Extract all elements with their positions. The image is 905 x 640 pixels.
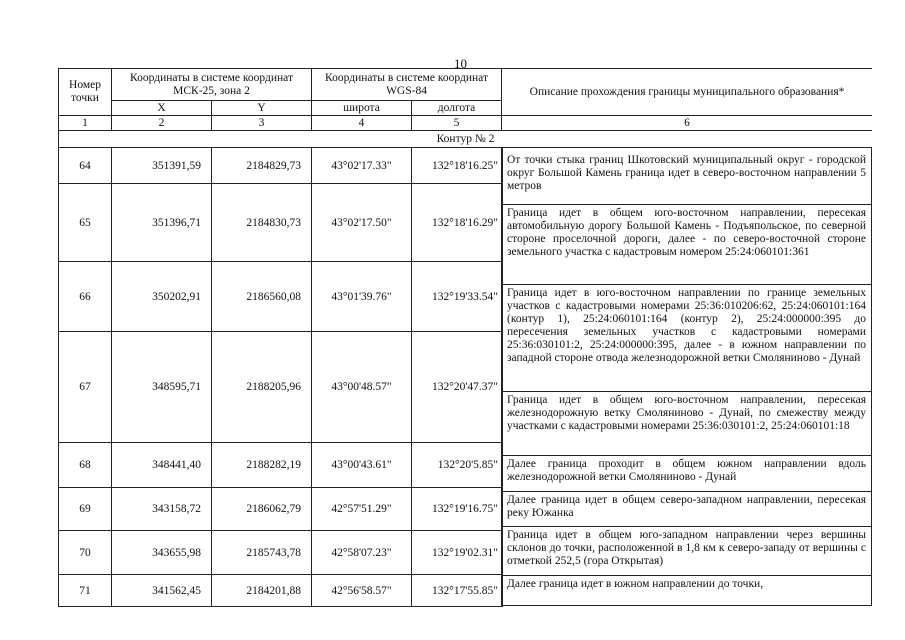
points-column <box>58 147 502 607</box>
point-y: 2184201,88 <box>212 575 312 607</box>
descriptions-table <box>501 147 872 606</box>
point-y: 2184829,73 <box>212 148 312 184</box>
point-lon: 132°17'55.85" <box>412 575 503 607</box>
point-y: 2184830,73 <box>212 184 312 262</box>
descriptions-column <box>501 147 872 606</box>
column-number-6: 6 <box>502 116 872 131</box>
table-row <box>59 488 503 531</box>
point-y: 2188282,19 <box>212 443 312 488</box>
points-table <box>58 147 503 607</box>
point-lon: 132°20'5.85" <box>412 443 503 488</box>
point-lat: 42°57'51.29" <box>312 488 412 531</box>
point-lon: 132°19'33.54" <box>412 262 503 332</box>
boundary-table-wrapper <box>58 68 872 640</box>
point-no: 67 <box>59 332 112 443</box>
header-x: X <box>112 101 212 116</box>
point-lon: 132°18'16.25" <box>412 148 503 184</box>
boundary-description: Граница идет в юго-восточном направлении по границе земельных участков с кадастровыми номерами 25:36:010206:62, 25:24:060101:164 (контур 1), 25:24:060101:164 (контур 2), 25:24:000000:395 до пересечения земельных участков с кадастровыми номерами 25:36:030101:2, 25:24:000000:395, далее - в южном направлении по западной стороне отвода железнодорожной ветки Смоляниново - Дунай <box>502 285 872 392</box>
point-lat: 42°58'07.23" <box>312 531 412 575</box>
table-body <box>58 147 872 597</box>
point-lon: 132°19'16.75" <box>412 488 503 531</box>
point-x: 343655,98 <box>112 531 212 575</box>
point-x: 348595,71 <box>112 332 212 443</box>
point-lat: 42°56'58.57" <box>312 575 412 607</box>
point-lon: 132°18'16.29" <box>412 184 503 262</box>
table-row <box>59 531 503 575</box>
header-lat: широта <box>312 101 412 116</box>
table-row <box>59 184 503 262</box>
boundary-description: Далее граница идет в общем северо-западном направлении, пересекая реку Южанка <box>502 492 872 527</box>
point-y: 2186560,08 <box>212 262 312 332</box>
header-description: Описание прохождения границы муниципального образования* <box>502 69 872 116</box>
point-x: 341562,45 <box>112 575 212 607</box>
boundary-description: Граница идет в общем юго-восточном направлении, пересекая железнодорожную ветку Смоляниново - Дунай, по смежеству между участками с кадастровыми номерами 25:36:030101:2, 25:24:060101:18 <box>502 392 872 456</box>
point-lat: 43°02'17.33" <box>312 148 412 184</box>
point-x: 348441,40 <box>112 443 212 488</box>
page-number: 10 <box>454 56 467 71</box>
header-point-no: Номер точки <box>59 69 112 116</box>
point-no: 66 <box>59 262 112 332</box>
boundary-description: Далее граница проходит в общем южном направлении вдоль железнодорожной ветки Смоляниново - Дунай <box>502 456 872 492</box>
point-no: 65 <box>59 184 112 262</box>
boundary-description: Граница идет в общем юго-восточном направлении, пересекая автомобильную дорогу Большой Камень - Подъяпольское, по северной стороне проселочной дороги, далее - по северо-восточной стороне земельного участка с кадастровым номером 25:24:060101:361 <box>502 205 872 285</box>
point-lat: 43°01'39.76" <box>312 262 412 332</box>
point-x: 343158,72 <box>112 488 212 531</box>
column-number-3: 3 <box>212 116 312 131</box>
header-y: Y <box>212 101 312 116</box>
table-row <box>59 443 503 488</box>
point-y: 2188205,96 <box>212 332 312 443</box>
point-lon: 132°20'47.37" <box>412 332 503 443</box>
point-no: 69 <box>59 488 112 531</box>
boundary-description: Далее граница идет в южном направлении до точки, <box>502 576 872 606</box>
point-x: 351391,59 <box>112 148 212 184</box>
table-row <box>59 148 503 184</box>
point-lat: 43°02'17.50" <box>312 184 412 262</box>
point-lat: 43°00'43.61" <box>312 443 412 488</box>
table-row <box>59 262 503 332</box>
contour-label: Контур № 2 <box>59 131 873 148</box>
header-wgs-group: Координаты в системе координат WGS-84 <box>312 69 502 101</box>
point-no: 70 <box>59 531 112 575</box>
point-x: 350202,91 <box>112 262 212 332</box>
boundary-coordinates-table <box>58 68 872 148</box>
point-x: 351396,71 <box>112 184 212 262</box>
column-number-1: 1 <box>59 116 112 131</box>
point-y: 2185743,78 <box>212 531 312 575</box>
table-row <box>59 575 503 607</box>
table-row <box>59 332 503 443</box>
point-no: 64 <box>59 148 112 184</box>
point-lat: 43°00'48.57" <box>312 332 412 443</box>
column-number-2: 2 <box>112 116 212 131</box>
point-no: 68 <box>59 443 112 488</box>
point-no: 71 <box>59 575 112 607</box>
column-number-5: 5 <box>412 116 502 131</box>
point-lon: 132°19'02.31" <box>412 531 503 575</box>
column-number-4: 4 <box>312 116 412 131</box>
header-msk-group: Координаты в системе координат МСК-25, зона 2 <box>112 69 312 101</box>
header-lon: долгота <box>412 101 502 116</box>
boundary-description: От точки стыка границ Шкотовский муниципальный округ - городской округ Большой Камень граница идет в северо-восточном направлении 5 метров <box>502 148 872 205</box>
boundary-description: Граница идет в общем юго-западном направлении через вершины склонов до точки, расположенной в 1,8 км к северо-западу от вершины с отметкой 252,5 (гора Открытая) <box>502 527 872 576</box>
point-y: 2186062,79 <box>212 488 312 531</box>
